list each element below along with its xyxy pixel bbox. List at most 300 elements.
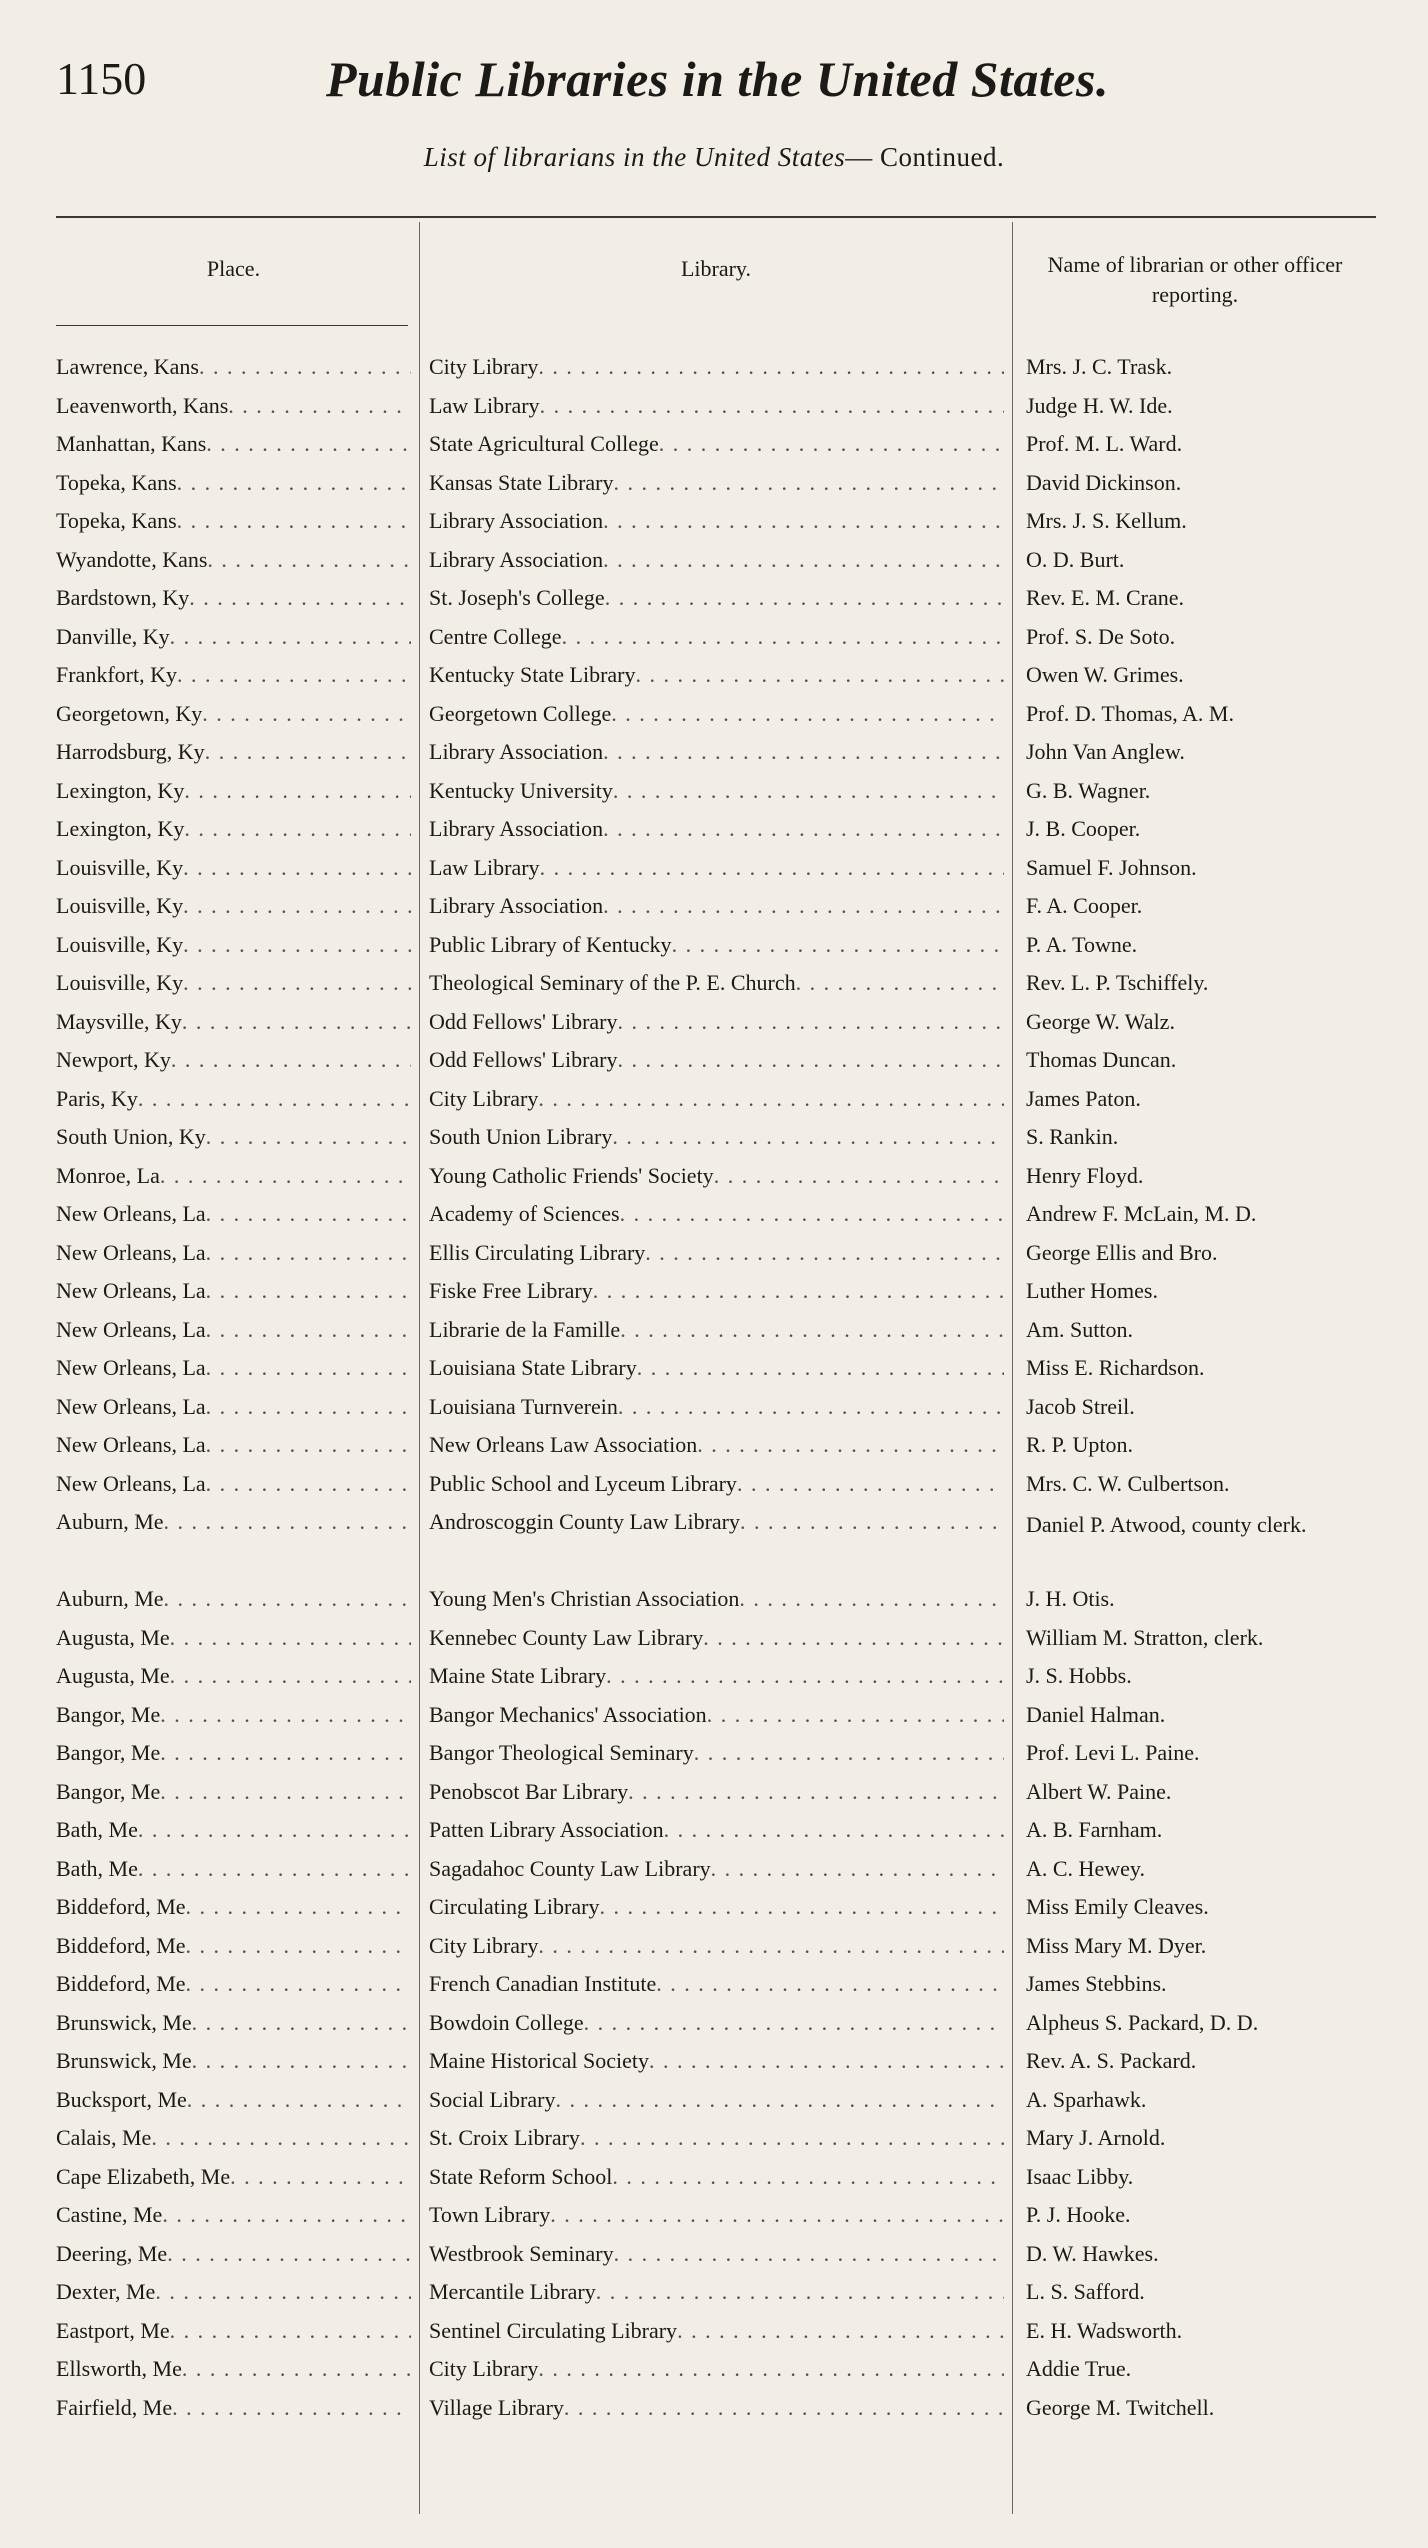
dot-leader bbox=[160, 1740, 411, 1766]
table-row bbox=[56, 425, 1376, 464]
dot-leader bbox=[138, 1817, 411, 1843]
librarian-cell: R. P. Upton. bbox=[1026, 1432, 1133, 1458]
library-text: Ellis Circulating Library bbox=[429, 1239, 646, 1265]
library-text: Young Catholic Friends' Society bbox=[429, 1162, 714, 1188]
library-cell bbox=[411, 662, 1004, 688]
table-row bbox=[56, 887, 1376, 926]
dot-leader bbox=[580, 2125, 1004, 2151]
librarian-cell: Mrs. J. C. Trask. bbox=[1026, 354, 1173, 380]
dot-leader bbox=[612, 1124, 1004, 1150]
table-row bbox=[56, 2273, 1376, 2312]
library-text: New Orleans Law Association bbox=[429, 1432, 698, 1458]
librarian-cell: Daniel P. Atwood, county clerk. bbox=[1026, 1512, 1307, 1537]
librarian-cell: William M. Stratton, clerk. bbox=[1026, 1624, 1264, 1650]
subtitle-continued: — Continued. bbox=[845, 142, 1005, 172]
library-text: Circulating Library bbox=[429, 1894, 600, 1920]
library-text: Public School and Lyceum Library bbox=[429, 1470, 737, 1496]
place-cell bbox=[56, 2087, 411, 2113]
place-text: Louisville, Ky bbox=[56, 893, 184, 919]
dot-leader bbox=[186, 1894, 411, 1920]
dot-leader bbox=[206, 1201, 411, 1227]
table-row bbox=[56, 1888, 1376, 1927]
place-cell bbox=[56, 1394, 411, 1420]
librarian-cell: James Stebbins. bbox=[1026, 1971, 1167, 1997]
place-cell bbox=[56, 2318, 411, 2344]
library-cell bbox=[411, 2202, 1004, 2228]
library-cell bbox=[411, 2356, 1004, 2382]
library-text: Kansas State Library bbox=[429, 469, 614, 495]
librarian-cell: Mrs. J. S. Kellum. bbox=[1026, 508, 1187, 534]
library-cell bbox=[411, 470, 1004, 496]
place-text: Harrodsburg, Ky bbox=[56, 739, 205, 765]
table-row bbox=[56, 733, 1376, 772]
place-cell bbox=[56, 1047, 411, 1073]
place-cell bbox=[56, 2356, 411, 2382]
library-cell bbox=[411, 855, 1004, 881]
dot-leader bbox=[596, 2279, 1004, 2305]
library-text: City Library bbox=[429, 1932, 539, 1958]
place-text: Brunswick, Me bbox=[56, 2048, 192, 2074]
library-cell bbox=[411, 547, 1004, 573]
place-text: Monroe, La bbox=[56, 1162, 160, 1188]
library-cell bbox=[411, 508, 1004, 534]
place-text: Bath, Me bbox=[56, 1855, 138, 1881]
librarian-cell: Mary J. Arnold. bbox=[1026, 2125, 1166, 2151]
place-cell bbox=[56, 1201, 411, 1227]
library-cell bbox=[411, 1394, 1004, 1420]
library-text: Patten Library Association bbox=[429, 1817, 664, 1843]
place-cell bbox=[56, 1317, 411, 1343]
dot-leader bbox=[164, 1509, 411, 1535]
table-row bbox=[56, 618, 1376, 657]
dot-leader bbox=[538, 2356, 1004, 2382]
library-cell bbox=[411, 739, 1004, 765]
place-text: Augusta, Me bbox=[56, 1663, 170, 1689]
table-row bbox=[56, 964, 1376, 1003]
library-cell bbox=[411, 2087, 1004, 2113]
place-cell bbox=[56, 662, 411, 688]
dot-leader bbox=[206, 1394, 411, 1420]
library-text: Village Library bbox=[429, 2394, 564, 2420]
place-text: Bardstown, Ky bbox=[56, 585, 190, 611]
library-cell bbox=[411, 1894, 1004, 1920]
library-text: Social Library bbox=[429, 2086, 556, 2112]
dot-leader bbox=[206, 1278, 411, 1304]
dot-leader bbox=[184, 816, 411, 842]
dot-leader bbox=[620, 1201, 1004, 1227]
table-row bbox=[56, 1426, 1376, 1465]
library-cell bbox=[411, 1240, 1004, 1266]
dot-leader bbox=[162, 2202, 411, 2228]
library-cell bbox=[411, 1201, 1004, 1227]
dot-leader bbox=[739, 1586, 1004, 1612]
dot-leader bbox=[562, 624, 1004, 650]
table-row bbox=[56, 2235, 1376, 2274]
dot-leader bbox=[187, 2087, 411, 2113]
place-cell bbox=[56, 393, 411, 419]
place-cell bbox=[56, 816, 411, 842]
place-cell bbox=[56, 1124, 411, 1150]
library-text: Odd Fellows' Library bbox=[429, 1008, 618, 1034]
place-text: Newport, Ky bbox=[56, 1047, 171, 1073]
dot-leader bbox=[160, 1163, 411, 1189]
librarian-cell: Luther Homes. bbox=[1026, 1278, 1158, 1304]
librarian-cell: Andrew F. McLain, M. D. bbox=[1026, 1201, 1257, 1227]
place-cell bbox=[56, 2279, 411, 2305]
place-cell bbox=[56, 701, 411, 727]
place-text: Bath, Me bbox=[56, 1817, 138, 1843]
dot-leader bbox=[206, 1471, 411, 1497]
table-row bbox=[56, 1773, 1376, 1812]
place-cell bbox=[56, 354, 411, 380]
column-header-librarian: Name of librarian or other officer reporting. bbox=[1047, 252, 1343, 307]
librarian-cell: D. W. Hawkes. bbox=[1026, 2240, 1159, 2266]
librarian-cell: S. Rankin. bbox=[1026, 1124, 1119, 1150]
table-row bbox=[56, 2081, 1376, 2120]
library-text: Town Library bbox=[429, 2202, 551, 2228]
dot-leader bbox=[737, 1471, 1004, 1497]
dot-leader bbox=[183, 932, 411, 958]
library-text: Georgetown College bbox=[429, 700, 612, 726]
library-text: City Library bbox=[429, 1085, 539, 1111]
librarian-cell: David Dickinson. bbox=[1026, 469, 1182, 495]
place-cell bbox=[56, 2202, 411, 2228]
table-row bbox=[56, 1696, 1376, 1735]
place-cell bbox=[56, 932, 411, 958]
place-cell bbox=[56, 1471, 411, 1497]
place-text: Eastport, Me bbox=[56, 2317, 170, 2343]
dot-leader bbox=[177, 662, 411, 688]
dot-leader bbox=[138, 1086, 411, 1112]
place-text: Calais, Me bbox=[56, 2125, 152, 2151]
librarian-cell: G. B. Wagner. bbox=[1026, 777, 1151, 803]
table-row bbox=[56, 656, 1376, 695]
librarian-cell: George W. Walz. bbox=[1026, 1008, 1175, 1034]
table-row bbox=[56, 2119, 1376, 2158]
place-text: Bucksport, Me bbox=[56, 2086, 187, 2112]
librarian-cell: P. J. Hooke. bbox=[1026, 2202, 1131, 2228]
librarian-cell: A. C. Hewey. bbox=[1026, 1855, 1145, 1881]
place-text: New Orleans, La bbox=[56, 1316, 206, 1342]
librarian-cell: J. S. Hobbs. bbox=[1026, 1663, 1132, 1689]
librarian-cell: Prof. Levi L. Paine. bbox=[1026, 1740, 1200, 1766]
dot-leader bbox=[614, 2241, 1004, 2267]
header-rule bbox=[56, 325, 408, 326]
table-row bbox=[56, 2158, 1376, 2197]
place-cell bbox=[56, 1817, 411, 1843]
place-cell bbox=[56, 855, 411, 881]
library-cell bbox=[411, 393, 1004, 419]
library-cell bbox=[411, 970, 1004, 996]
dot-leader bbox=[202, 701, 411, 727]
librarian-cell: Isaac Libby. bbox=[1026, 2163, 1134, 2189]
dot-leader bbox=[697, 1432, 1004, 1458]
library-text: Public Library of Kentucky bbox=[429, 931, 672, 957]
place-text: Lexington, Ky bbox=[56, 777, 185, 803]
dot-leader bbox=[184, 778, 411, 804]
place-cell bbox=[56, 1779, 411, 1805]
place-cell bbox=[56, 1625, 411, 1651]
librarian-cell: Miss Emily Cleaves. bbox=[1026, 1894, 1209, 1920]
place-cell bbox=[56, 1086, 411, 1112]
table-row bbox=[56, 1118, 1376, 1157]
table-row bbox=[56, 541, 1376, 580]
place-text: Louisville, Ky bbox=[56, 970, 184, 996]
place-cell bbox=[56, 2395, 411, 2421]
library-text: Penobscot Bar Library bbox=[429, 1778, 629, 1804]
library-cell bbox=[411, 1471, 1004, 1497]
library-text: Maine Historical Society bbox=[429, 2048, 649, 2074]
library-cell bbox=[411, 2125, 1004, 2151]
place-cell bbox=[56, 1971, 411, 1997]
place-text: Dexter, Me bbox=[56, 2279, 156, 2305]
place-cell bbox=[56, 1009, 411, 1035]
dot-leader bbox=[186, 1971, 411, 1997]
place-cell bbox=[56, 2010, 411, 2036]
place-text: Danville, Ky bbox=[56, 623, 170, 649]
library-cell bbox=[411, 1047, 1004, 1073]
place-cell bbox=[56, 1894, 411, 1920]
place-text: New Orleans, La bbox=[56, 1201, 206, 1227]
place-cell bbox=[56, 1432, 411, 1458]
library-cell bbox=[411, 1702, 1004, 1728]
place-text: Paris, Ky bbox=[56, 1085, 138, 1111]
place-cell bbox=[56, 1702, 411, 1728]
library-cell bbox=[411, 1740, 1004, 1766]
dot-leader bbox=[636, 662, 1005, 688]
top-rule bbox=[56, 216, 1376, 218]
dot-leader bbox=[584, 2010, 1004, 2036]
table-row bbox=[56, 2312, 1376, 2351]
table-row bbox=[56, 579, 1376, 618]
dot-leader bbox=[707, 1702, 1004, 1728]
place-cell bbox=[56, 1509, 411, 1535]
page-number: 1150 bbox=[56, 53, 147, 104]
dot-leader bbox=[611, 701, 1004, 727]
place-cell bbox=[56, 585, 411, 611]
dot-leader bbox=[205, 739, 411, 765]
librarian-cell: Daniel Halman. bbox=[1026, 1701, 1166, 1727]
librarian-cell: Thomas Duncan. bbox=[1026, 1047, 1177, 1073]
dot-leader bbox=[628, 1779, 1004, 1805]
librarian-cell: Miss E. Richardson. bbox=[1026, 1355, 1205, 1381]
place-text: Bangor, Me bbox=[56, 1740, 161, 1766]
subtitle-main: List of librarians in the United States bbox=[423, 142, 846, 172]
dot-leader bbox=[593, 1278, 1004, 1304]
library-text: Bangor Theological Seminary bbox=[429, 1740, 694, 1766]
table-row bbox=[56, 1927, 1376, 1966]
dot-leader bbox=[540, 855, 1004, 881]
place-cell bbox=[56, 431, 411, 457]
librarian-cell: Prof. M. L. Ward. bbox=[1026, 431, 1183, 457]
table-row bbox=[56, 2196, 1376, 2235]
librarian-cell: George Ellis and Bro. bbox=[1026, 1239, 1218, 1265]
dot-leader bbox=[206, 1317, 411, 1343]
library-cell bbox=[411, 624, 1004, 650]
place-cell bbox=[56, 1163, 411, 1189]
dot-leader bbox=[207, 547, 411, 573]
library-text: Fiske Free Library bbox=[429, 1278, 593, 1304]
dot-leader bbox=[177, 508, 411, 534]
table-row bbox=[56, 1657, 1376, 1696]
place-cell bbox=[56, 970, 411, 996]
library-cell bbox=[411, 1586, 1004, 1612]
dot-leader bbox=[206, 1240, 411, 1266]
dot-leader bbox=[620, 1317, 1004, 1343]
librarian-cell: A. B. Farnham. bbox=[1026, 1817, 1163, 1843]
dot-leader bbox=[603, 547, 1004, 573]
place-text: Lawrence, Kans bbox=[56, 354, 199, 380]
place-cell bbox=[56, 778, 411, 804]
dot-leader bbox=[613, 778, 1004, 804]
place-text: Biddeford, Me bbox=[56, 1932, 186, 1958]
table-row bbox=[56, 2389, 1376, 2428]
dot-leader bbox=[606, 1663, 1004, 1689]
dot-leader bbox=[206, 1124, 411, 1150]
table-row bbox=[56, 502, 1376, 541]
library-text: Library Association bbox=[429, 739, 604, 765]
place-text: Deering, Me bbox=[56, 2240, 168, 2266]
place-text: Bangor, Me bbox=[56, 1701, 161, 1727]
library-text: Sagadahoc County Law Library bbox=[429, 1855, 711, 1881]
dot-leader bbox=[183, 970, 411, 996]
library-text: Kentucky State Library bbox=[429, 662, 636, 688]
place-text: New Orleans, La bbox=[56, 1278, 206, 1304]
place-text: Biddeford, Me bbox=[56, 1894, 186, 1920]
table-subtitle bbox=[0, 142, 1428, 173]
dot-leader bbox=[614, 470, 1005, 496]
library-cell bbox=[411, 1278, 1004, 1304]
dot-leader bbox=[550, 2202, 1004, 2228]
place-text: New Orleans, La bbox=[56, 1355, 206, 1381]
table-row bbox=[56, 849, 1376, 888]
library-text: Theological Seminary of the P. E. Church bbox=[429, 970, 796, 996]
dot-leader bbox=[182, 2356, 411, 2382]
library-cell bbox=[411, 1779, 1004, 1805]
dot-leader bbox=[138, 1856, 411, 1882]
place-cell bbox=[56, 1740, 411, 1766]
librarian-cell: F. A. Cooper. bbox=[1026, 893, 1143, 919]
dot-leader bbox=[206, 1355, 411, 1381]
table-row bbox=[56, 1003, 1376, 1042]
library-cell bbox=[411, 354, 1004, 380]
dot-leader bbox=[155, 2279, 411, 2305]
table-row bbox=[56, 1850, 1376, 1889]
librarian-cell: Rev. E. M. Crane. bbox=[1026, 585, 1185, 611]
place-cell bbox=[56, 508, 411, 534]
dot-leader bbox=[170, 1625, 411, 1651]
library-cell bbox=[411, 2279, 1004, 2305]
place-cell bbox=[56, 1240, 411, 1266]
librarian-cell: Judge H. W. Ide. bbox=[1026, 392, 1173, 418]
library-cell bbox=[411, 1009, 1004, 1035]
dot-leader bbox=[189, 585, 411, 611]
dot-leader bbox=[672, 932, 1004, 958]
place-text: Ellsworth, Me bbox=[56, 2356, 182, 2382]
dot-leader bbox=[612, 2164, 1004, 2190]
dot-leader bbox=[170, 2318, 411, 2344]
librarian-cell: J. H. Otis. bbox=[1026, 1586, 1115, 1612]
librarian-cell: Rev. L. P. Tschiffely. bbox=[1026, 970, 1209, 996]
place-cell bbox=[56, 739, 411, 765]
library-text: St. Joseph's College bbox=[429, 585, 605, 611]
library-cell bbox=[411, 1625, 1004, 1651]
library-cell bbox=[411, 431, 1004, 457]
table-row bbox=[56, 1234, 1376, 1273]
library-cell bbox=[411, 816, 1004, 842]
library-text: Academy of Sciences bbox=[429, 1201, 620, 1227]
dot-leader bbox=[170, 624, 411, 650]
dot-leader bbox=[186, 1933, 411, 1959]
library-text: Kennebec County Law Library bbox=[429, 1624, 704, 1650]
dot-leader bbox=[603, 816, 1004, 842]
place-text: Frankfort, Ky bbox=[56, 662, 177, 688]
place-text: Louisville, Ky bbox=[56, 931, 184, 957]
library-text: Sentinel Circulating Library bbox=[429, 2317, 678, 2343]
librarian-cell: Miss Mary M. Dyer. bbox=[1026, 1932, 1207, 1958]
library-text: St. Croix Library bbox=[429, 2125, 580, 2151]
librarian-cell: Prof. D. Thomas, A. M. bbox=[1026, 700, 1234, 726]
library-cell bbox=[411, 2241, 1004, 2267]
library-cell bbox=[411, 2395, 1004, 2421]
place-text: Auburn, Me bbox=[56, 1509, 164, 1534]
dot-leader bbox=[206, 1432, 411, 1458]
library-text: Mercantile Library bbox=[429, 2279, 596, 2305]
place-text: New Orleans, La bbox=[56, 1470, 206, 1496]
librarian-cell: Samuel F. Johnson. bbox=[1026, 854, 1197, 880]
dot-leader bbox=[160, 1702, 411, 1728]
place-text: Manhattan, Kans bbox=[56, 431, 207, 457]
table-row bbox=[56, 1272, 1376, 1311]
place-cell bbox=[56, 1933, 411, 1959]
table-row bbox=[56, 348, 1376, 387]
place-text: Fairfield, Me bbox=[56, 2394, 173, 2420]
library-text: Library Association bbox=[429, 508, 604, 534]
library-text: South Union Library bbox=[429, 1124, 613, 1150]
librarian-cell: Alpheus S. Packard, D. D. bbox=[1026, 2009, 1259, 2035]
dot-leader bbox=[603, 508, 1004, 534]
table-row bbox=[56, 1811, 1376, 1850]
librarian-cell: George M. Twitchell. bbox=[1026, 2394, 1215, 2420]
table-row bbox=[56, 1041, 1376, 1080]
place-text: New Orleans, La bbox=[56, 1393, 206, 1419]
place-text: Topeka, Kans bbox=[56, 469, 177, 495]
table-row bbox=[56, 1311, 1376, 1350]
place-text: Brunswick, Me bbox=[56, 2009, 192, 2035]
place-cell bbox=[56, 2048, 411, 2074]
librarian-cell: A. Sparhawk. bbox=[1026, 2086, 1147, 2112]
dot-leader bbox=[170, 1663, 411, 1689]
library-text: Law Library bbox=[429, 392, 540, 418]
librarian-cell: James Paton. bbox=[1026, 1085, 1141, 1111]
place-text: New Orleans, La bbox=[56, 1432, 206, 1458]
dot-leader bbox=[703, 1625, 1004, 1651]
dot-leader bbox=[694, 1740, 1004, 1766]
table-row bbox=[56, 464, 1376, 503]
table-row bbox=[56, 1465, 1376, 1504]
place-cell bbox=[56, 1355, 411, 1381]
place-text: Topeka, Kans bbox=[56, 508, 177, 534]
dot-leader bbox=[192, 2048, 411, 2074]
dot-leader bbox=[230, 2164, 411, 2190]
library-cell bbox=[411, 1933, 1004, 1959]
library-cell bbox=[411, 1509, 1004, 1535]
dot-leader bbox=[603, 893, 1004, 919]
place-text: New Orleans, La bbox=[56, 1239, 206, 1265]
library-text: French Canadian Institute bbox=[429, 1971, 657, 1997]
librarian-cell: Mrs. C. W. Culbertson. bbox=[1026, 1470, 1230, 1496]
place-text: Biddeford, Me bbox=[56, 1971, 186, 1997]
